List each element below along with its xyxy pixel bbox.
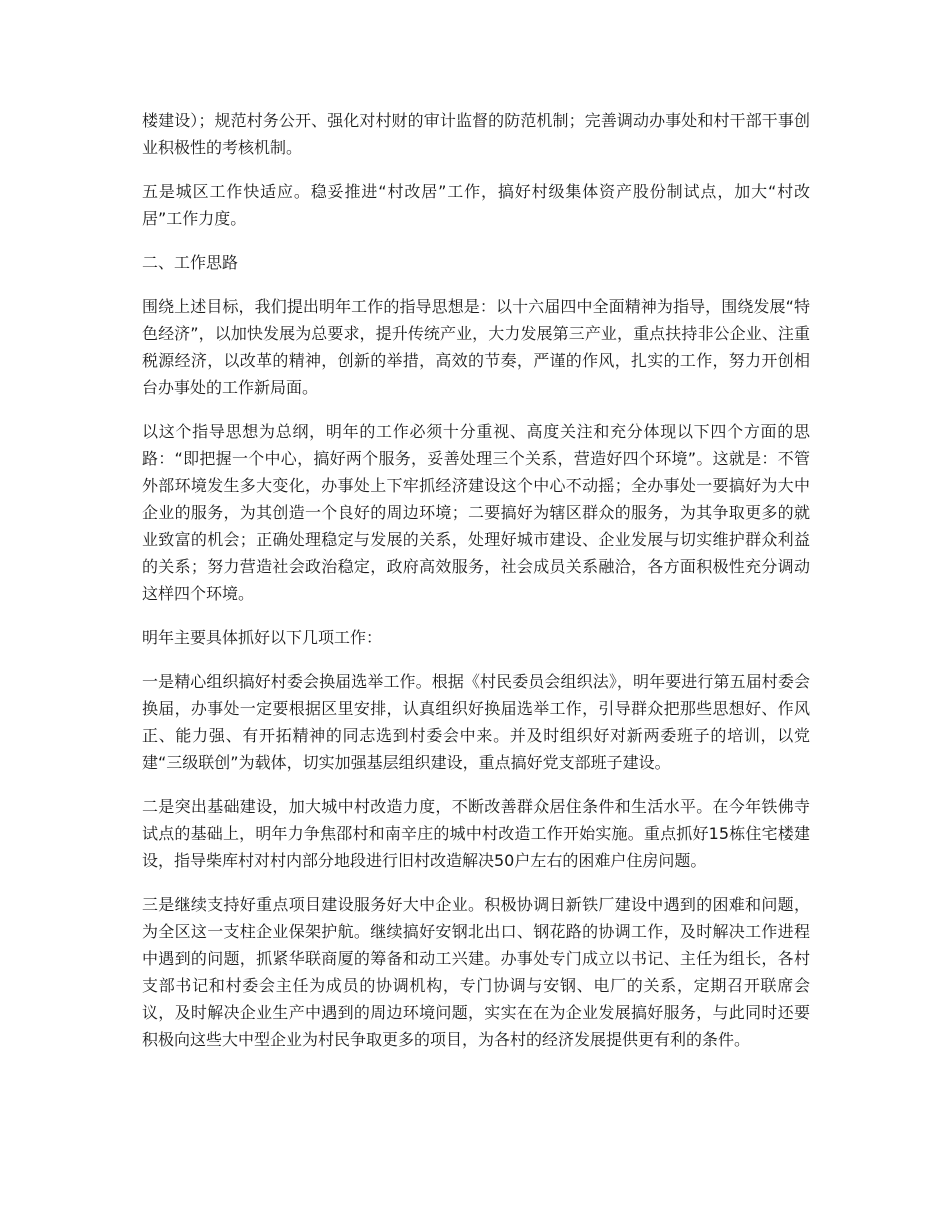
paragraph-task-one-election: 一是精心组织搞好村委会换届选举工作。根据《村民委员会组织法》，明年要进行第五届村委会换届，办事处一定要根据区里安排，认真组织好换届选举工作，引导群众把那些思想好、作风正、能力强、有开拓精神的同志选到村委会中来。并及时组织好对新两委班子的培训，以党建“三级联创”为载体，切实加强基层组织建设，重点搞好党支部班子建设。: [142, 672, 810, 772]
paragraph-four-aspects: 以这个指导思想为总纲，明年的工作必须十分重视、高度关注和充分体现以下四个方面的思路：“即把握一个中心，搞好两个服务，妥善处理三个关系，营造好四个环境”。这就是：不管外部环境发生多大变化，办事处上下牢抓经济建设这个中心不动摇；全办事处一要搞好为大中企业的服务，为其创造一个良好的周边环境；二要搞好为辖区群众的服务，为其争取更多的就业致富的机会；正确处理稳定与发展的关系，处理好城市建设、企业发展与切实维护群众利益的关系；努力营造社会政治稳定，政府高效服务，社会成员关系融洽，各方面积极性充分调动这样四个环境。: [142, 422, 810, 603]
paragraph-guiding-ideology: 围绕上述目标，我们提出明年工作的指导思想是：以十六届四中全面精神为指导，围绕发展“特色经济”，以加快发展为总要求，提升传统产业，大力发展第三产业，重点扶持非公企业、注重税源经济，以改革的精神，创新的举措，高效的节奏，严谨的作风，扎实的工作，努力开创相台办事处的工作新局面。: [142, 297, 810, 397]
paragraph-supervision-mechanism: 楼建设）；规范村务公开、强化对村财的审计监督的防范机制；完善调动办事处和村干部干事创业积极性的考核机制。: [142, 111, 810, 157]
paragraph-task-three-key-projects: 三是继续支持好重点项目建设服务好大中企业。积极协调日新铁厂建设中遇到的困难和问题，为全区这一支柱企业保架护航。继续搞好安钢北出口、钢花路的协调工作，及时解决工作进程中遇到的问题，抓紧华联商厦的筹备和动工兴建。办事处专门成立以书记、主任为组长，各村支部书记和村委会主任为成员的协调机构，专门协调与安钢、电厂的关系，定期召开联席会议，及时解决企业生产中遇到的周边环境问题，实实在在为企业发展搞好服务，与此同时还要积极向这些大中型企业为村民争取更多的项目，为各村的经济发展提供更有利的条件。: [142, 895, 810, 1049]
paragraph-task-two-infrastructure: 二是突出基础建设，加大城中村改造力度，不断改善群众居住条件和生活水平。在今年铁佛寺试点的基础上，明年力争焦邵村和南辛庄的城中村改造工作开始实施。重点抓好15栋住宅楼建设，指导柴库村对村内部分地段进行旧村改造解决50户左右的困难户住房问题。: [142, 797, 810, 870]
paragraph-main-tasks-intro: 明年主要具体抓好以下几项工作：: [142, 628, 383, 647]
section-heading-work-ideas: 二、工作思路: [142, 253, 239, 272]
paragraph-urban-adaptation: 五是城区工作快适应。稳妥推进“村改居”工作，搞好村级集体资产股份制试点，加大“村改居”工作力度。: [142, 182, 810, 228]
